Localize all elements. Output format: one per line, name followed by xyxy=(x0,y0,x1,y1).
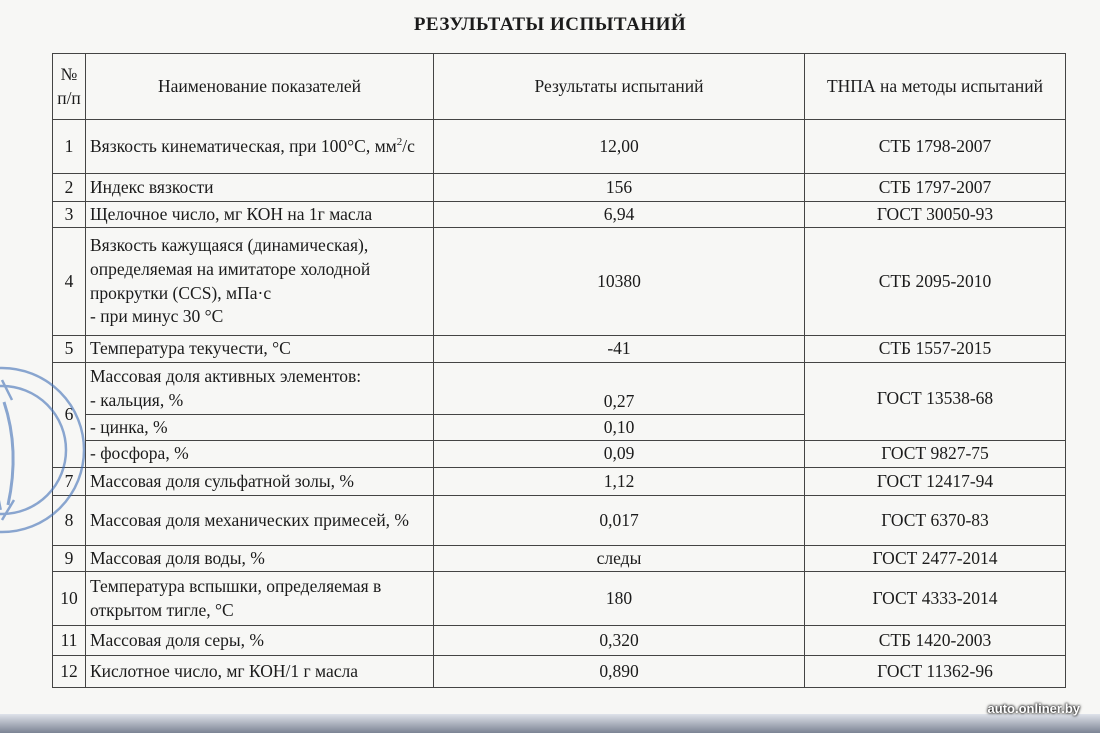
row-name: Кислотное число, мг КОН/1 г масла xyxy=(86,656,434,688)
row-num: 4 xyxy=(53,228,86,336)
header-row xyxy=(53,54,1066,120)
row-method: ГОСТ 4333-2014 xyxy=(805,572,1066,626)
row-name xyxy=(86,228,434,336)
row-method: ГОСТ 6370-83 xyxy=(805,496,1066,546)
sub-row-name: - фосфора, % xyxy=(86,441,434,468)
row-name-tail: /с xyxy=(402,135,415,156)
table-row xyxy=(53,202,1066,228)
row-name-sup: 2 xyxy=(396,135,403,148)
row-method: СТБ 1797-2007 xyxy=(805,174,1066,202)
sub-row-name: - кальция, % xyxy=(90,389,184,410)
row-method: СТБ 1420-2003 xyxy=(805,626,1066,656)
row-method: ГОСТ 13538-68 xyxy=(805,363,1066,441)
header-num: № п/п xyxy=(53,54,86,120)
table-row xyxy=(53,174,1066,202)
row-num: 12 xyxy=(53,656,86,688)
results-table xyxy=(52,53,1066,688)
row-num: 11 xyxy=(53,626,86,656)
table-row xyxy=(53,572,1066,626)
row-method: ГОСТ 12417-94 xyxy=(805,468,1066,496)
row-num: 3 xyxy=(53,202,86,228)
row-value: 1,12 xyxy=(434,468,805,496)
row-value: 0,890 xyxy=(434,656,805,688)
table-row xyxy=(53,468,1066,496)
row-name-line2: - при минус 30 °С xyxy=(90,306,224,327)
row-method: ГОСТ 9827-75 xyxy=(805,441,1066,468)
row-num: 9 xyxy=(53,546,86,572)
row-name: Щелочное число, мг КОН на 1г масла xyxy=(86,202,434,228)
row-method: ГОСТ 11362-96 xyxy=(805,656,1066,688)
row-value: 12,00 xyxy=(434,120,805,174)
row-num: 7 xyxy=(53,468,86,496)
row-name: Температура текучести, °С xyxy=(86,336,434,363)
row-method: СТБ 2095-2010 xyxy=(805,228,1066,336)
row-value: 10380 xyxy=(434,228,805,336)
row-method: ГОСТ 30050-93 xyxy=(805,202,1066,228)
table-row xyxy=(53,336,1066,363)
row-num: 6 xyxy=(53,363,86,468)
row-value: 0,09 xyxy=(434,441,805,468)
row-name: Массовая доля сульфатной золы, % xyxy=(86,468,434,496)
row-value: 0,27 xyxy=(434,363,805,415)
row-name xyxy=(86,363,434,415)
row-method: СТБ 1798-2007 xyxy=(805,120,1066,174)
row-num: 1 xyxy=(53,120,86,174)
table-row xyxy=(53,120,1066,174)
row-name: Массовая доля механических примесей, % xyxy=(86,496,434,546)
row-value: 0,017 xyxy=(434,496,805,546)
row-method: СТБ 1557-2015 xyxy=(805,336,1066,363)
table-row xyxy=(53,496,1066,546)
header-name: Наименование показателей xyxy=(86,54,434,120)
table-row xyxy=(53,626,1066,656)
row-name xyxy=(86,120,434,174)
row-value: 156 xyxy=(434,174,805,202)
table-row xyxy=(53,228,1066,336)
row-name: Температура вспышки, определяемая в открытом тигле, °С xyxy=(86,572,434,626)
footer-band xyxy=(0,714,1100,733)
row-method: ГОСТ 2477-2014 xyxy=(805,546,1066,572)
row-name-text: Вязкость кинематическая, при 100°С, мм xyxy=(90,135,397,156)
row-num: 2 xyxy=(53,174,86,202)
row-value: -41 xyxy=(434,336,805,363)
header-result: Результаты испытаний xyxy=(434,54,805,120)
row-num: 8 xyxy=(53,496,86,546)
row-num: 5 xyxy=(53,336,86,363)
row-name: Массовая доля серы, % xyxy=(86,626,434,656)
row-value: следы xyxy=(434,546,805,572)
table-row xyxy=(53,441,1066,468)
row-name: Индекс вязкости xyxy=(86,174,434,202)
row-value: 0,10 xyxy=(434,415,805,441)
site-watermark: auto.onliner.by xyxy=(987,701,1080,716)
table-row xyxy=(53,363,1066,415)
row-value: 0,320 xyxy=(434,626,805,656)
row-name-text: Массовая доля активных элементов: xyxy=(90,365,362,386)
row-value: 180 xyxy=(434,572,805,626)
row-name: Массовая доля воды, % xyxy=(86,546,434,572)
sub-row-name: - цинка, % xyxy=(86,415,434,441)
row-name-text: Вязкость кажущаяся (динамическая), определяемая на имитаторе холодной прокрутки (CCS), мПа·с xyxy=(90,235,371,303)
header-method: ТНПА на методы испытаний xyxy=(805,54,1066,120)
row-value: 6,94 xyxy=(434,202,805,228)
row-num: 10 xyxy=(53,572,86,626)
table-row xyxy=(53,546,1066,572)
page-title: РЕЗУЛЬТАТЫ ИСПЫТАНИЙ xyxy=(413,14,687,35)
table-row xyxy=(53,656,1066,688)
